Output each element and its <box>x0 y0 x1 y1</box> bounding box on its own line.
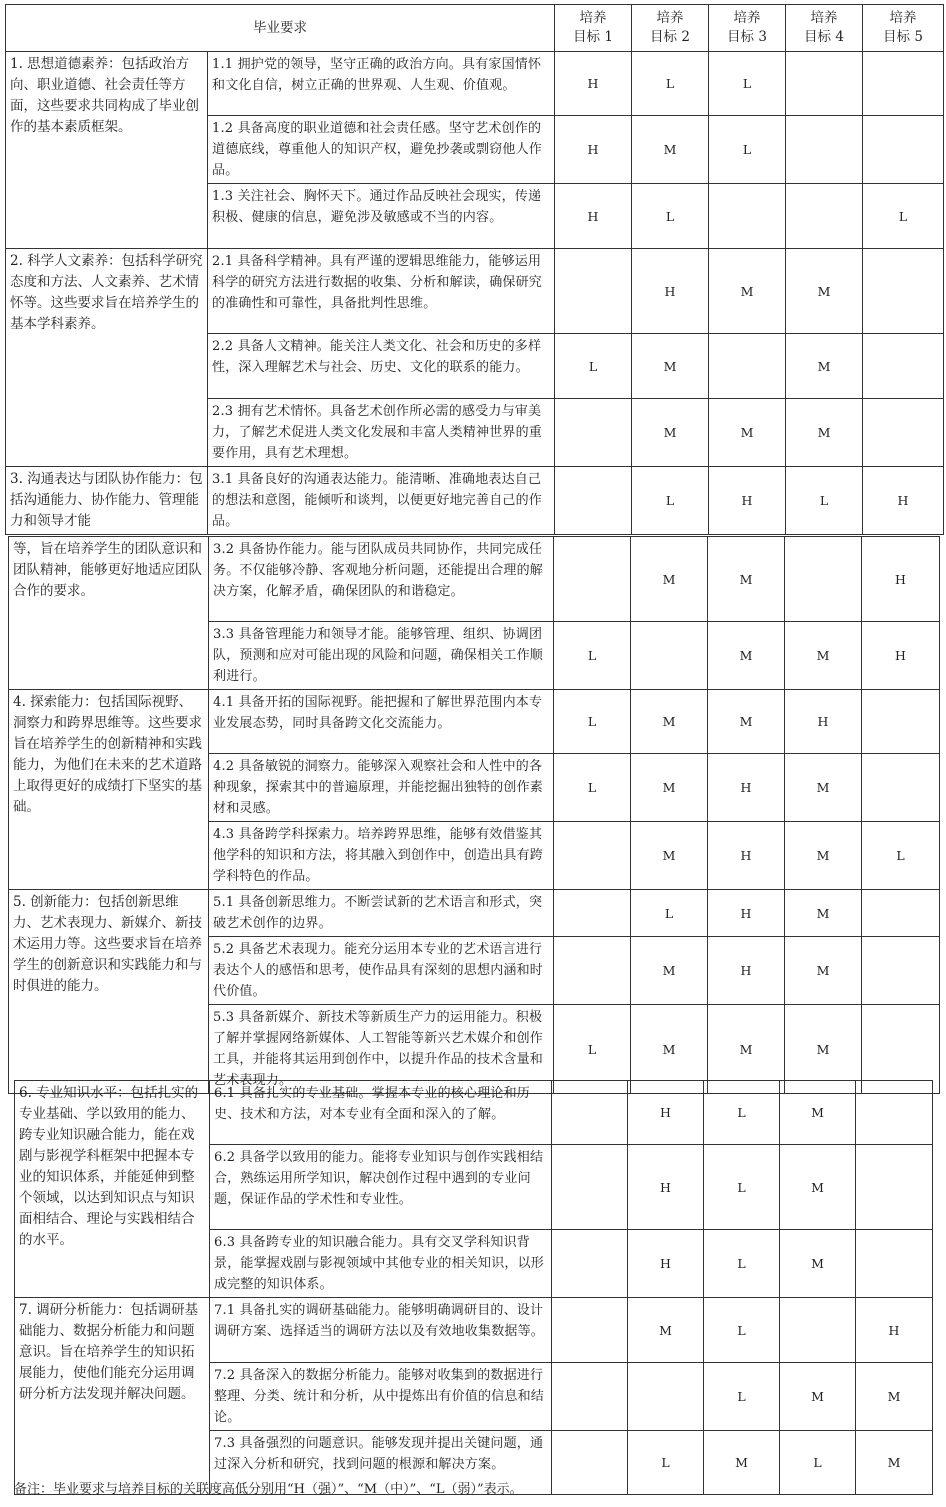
matrix-cell: L <box>704 1298 780 1363</box>
matrix-cell <box>786 116 863 184</box>
matrix-cell <box>863 249 944 334</box>
matrix-cell: H <box>856 1298 933 1363</box>
requirement-cell: 7.2 具备深入的数据分析能力。能够对收集到的数据进行整理、分类、统计和分析，从中提炼出有价值的信息和结论。 <box>210 1363 552 1431</box>
matrix-cell: M <box>785 822 862 890</box>
requirement-cell: 1.1 拥护党的领导，坚守正确的政治方向。具有家国情怀和文化自信，树立正确的世界观、人生观、价值观。 <box>208 52 555 116</box>
requirement-cell: 3.1 具备良好的沟通表达能力。能清晰、准确地表达自己的想法和意图，能倾听和谈判，以便更好地完善自己的作品。 <box>208 467 555 535</box>
matrix-cell <box>552 1363 628 1431</box>
matrix-cell: H <box>555 116 632 184</box>
matrix-cell: M <box>631 537 708 622</box>
matrix-cell: M <box>632 399 709 467</box>
matrix-cell: L <box>786 467 863 535</box>
matrix-cell <box>552 1431 628 1495</box>
matrix-cell <box>552 1081 628 1145</box>
matrix-cell <box>862 890 940 937</box>
header-target-4: 培养 目标 4 <box>786 5 863 52</box>
table-row <box>15 1081 933 1145</box>
matrix-cell: H <box>628 1230 704 1298</box>
requirement-cell: 2.3 拥有艺术情怀。具备艺术创作所必需的感受力与审美力，了解艺术促进人类文化发展和丰富人类精神世界的重要作用，具有艺术理想。 <box>208 399 555 467</box>
matrix-cell: H <box>863 467 944 535</box>
matrix-cell <box>862 690 940 754</box>
matrix-cell: L <box>780 1431 856 1495</box>
matrix-cell: M <box>628 1298 704 1363</box>
header-target-3: 培养 目标 3 <box>709 5 786 52</box>
requirement-cell: 6.2 具备学以致用的能力。能将专业知识与创作实践相结合，熟练运用所学知识，解决创作过程中遇到的专业问题，保证作品的学术性和专业性。 <box>210 1145 552 1230</box>
matrix-cell: M <box>709 249 786 334</box>
matrix-cell: H <box>708 937 785 1005</box>
table-row <box>15 1298 933 1363</box>
matrix-cell: L <box>632 467 709 535</box>
matrix-cell: M <box>785 622 862 690</box>
matrix-cell: M <box>708 622 785 690</box>
matrix-cell: L <box>554 622 631 690</box>
matrix-cell <box>554 937 631 1005</box>
requirement-cell: 5.3 具备新媒介、新技术等新质生产力的运用能力。积极了解并掌握网络新媒体、人工智能等新兴艺术媒介和创作工具，并能将其运用到创作中，以提升作品的技术含量和艺术表现力。 <box>209 1005 554 1094</box>
matrix-cell <box>786 52 863 116</box>
category-cell: 6. 专业知识水平：包括扎实的专业基础、学以致用的能力、跨专业知识融合能力，能在戏剧与影视学科框架中把握本专业的知识体系，并能延伸到整个领域，以达到知识点与知识面相结合、理论与实践相结合的水平。 <box>15 1081 210 1298</box>
header-target-5: 培养 目标 5 <box>863 5 944 52</box>
requirement-cell: 7.1 具备扎实的调研基础能力。能够明确调研目的、设计调研方案、选择适当的调研方法以及有效地收集数据等。 <box>210 1298 552 1363</box>
matrix-cell: L <box>632 184 709 249</box>
table-row <box>6 467 944 535</box>
matrix-cell: M <box>780 1145 856 1230</box>
matrix-cell: M <box>708 537 785 622</box>
requirement-cell: 5.1 具备创新思维力。不断尝试新的艺术语言和形式，突破艺术创作的边界。 <box>209 890 554 937</box>
header-requirement: 毕业要求 <box>6 5 555 52</box>
matrix-cell <box>863 334 944 399</box>
matrix-cell: M <box>631 690 708 754</box>
table-part-1 <box>5 4 944 535</box>
matrix-cell: M <box>786 334 863 399</box>
matrix-cell <box>856 1230 933 1298</box>
matrix-cell: H <box>862 622 940 690</box>
matrix-cell <box>552 1145 628 1230</box>
matrix-cell: L <box>862 822 940 890</box>
matrix-cell: M <box>780 1230 856 1298</box>
matrix-cell <box>863 52 944 116</box>
matrix-cell: M <box>631 822 708 890</box>
matrix-cell <box>862 937 940 1005</box>
matrix-cell <box>631 622 708 690</box>
matrix-cell: L <box>704 1145 780 1230</box>
matrix-cell: M <box>786 399 863 467</box>
matrix-cell: L <box>554 1005 631 1094</box>
matrix-cell: H <box>709 467 786 535</box>
matrix-cell <box>863 116 944 184</box>
matrix-cell: M <box>632 116 709 184</box>
table-part-3 <box>14 1080 933 1495</box>
matrix-cell <box>780 1298 856 1363</box>
matrix-cell: L <box>631 890 708 937</box>
footnote: 备注：毕业要求与培养目标的关联度高低分别用“H（强）”、“M（中）”、“L（弱）”表示。 <box>14 1482 523 1497</box>
matrix-cell <box>555 249 632 334</box>
category-cell: 3. 沟通表达与团队协作能力：包括沟通能力、协作能力、管理能力和领导才能 <box>6 467 208 535</box>
matrix-cell: M <box>780 1081 856 1145</box>
header-target-1: 培养 目标 1 <box>555 5 632 52</box>
matrix-cell <box>628 1363 704 1431</box>
matrix-cell: L <box>704 1230 780 1298</box>
matrix-cell: M <box>631 1005 708 1094</box>
matrix-cell: M <box>856 1363 933 1431</box>
matrix-cell: H <box>555 184 632 249</box>
matrix-cell: L <box>709 116 786 184</box>
matrix-cell: H <box>555 52 632 116</box>
requirement-cell: 3.2 具备协作能力。能与团队成员共同协作，共同完成任务。不仅能够冷静、客观地分析问题，还能提出合理的解决方案，化解矛盾，确保团队的和谐稳定。 <box>209 537 554 622</box>
requirement-cell: 4.3 具备跨学科探索力。培养跨界思维，能够有效借鉴其他学科的知识和方法，将其融入到创作中，创造出具有跨学科特色的作品。 <box>209 822 554 890</box>
matrix-cell: M <box>708 1005 785 1094</box>
table-part-2 <box>8 536 940 1094</box>
matrix-cell: M <box>709 399 786 467</box>
matrix-cell <box>554 890 631 937</box>
matrix-cell: M <box>708 690 785 754</box>
matrix-cell: M <box>632 334 709 399</box>
table-row <box>6 249 944 334</box>
table-row <box>9 690 940 754</box>
matrix-cell <box>554 537 631 622</box>
matrix-cell: H <box>785 690 862 754</box>
matrix-cell <box>709 184 786 249</box>
matrix-cell: L <box>555 334 632 399</box>
matrix-cell: M <box>704 1431 780 1495</box>
matrix-cell <box>709 334 786 399</box>
matrix-cell: L <box>704 1363 780 1431</box>
matrix-cell: M <box>631 754 708 822</box>
matrix-cell: H <box>708 822 785 890</box>
table-row <box>9 537 940 622</box>
matrix-cell: L <box>554 754 631 822</box>
matrix-cell: L <box>709 52 786 116</box>
matrix-cell: M <box>785 1005 862 1094</box>
category-cell: 2. 科学人文素养：包括科学研究态度和方法、人文素养、艺术情怀等。这些要求旨在培养学生的基本学科素养。 <box>6 249 208 467</box>
matrix-cell: H <box>708 890 785 937</box>
requirement-cell: 6.1 具备扎实的专业基础。掌握本专业的核心理论和历史、技术和方法，对本专业有全面和深入的了解。 <box>210 1081 552 1145</box>
matrix-cell <box>863 399 944 467</box>
matrix-cell <box>554 822 631 890</box>
requirement-cell: 5.2 具备艺术表现力。能充分运用本专业的艺术语言进行表达个人的感悟和思考，使作品具有深刻的思想内涵和时代价值。 <box>209 937 554 1005</box>
matrix-cell: M <box>856 1431 933 1495</box>
matrix-cell <box>856 1145 933 1230</box>
matrix-cell: H <box>632 249 709 334</box>
matrix-cell: L <box>554 690 631 754</box>
category-cell: 5. 创新能力：包括创新思维力、艺术表现力、新媒介、新技术运用力等。这些要求旨在培养学生的创新意识和实践能力和与时俱进的能力。 <box>9 890 209 1094</box>
category-cell: 4. 探索能力：包括国际视野、洞察力和跨界思维等。这些要求旨在培养学生的创新精神和实践能力，为他们在未来的艺术道路上取得更好的成绩打下坚实的基础。 <box>9 690 209 890</box>
matrix-cell: M <box>786 249 863 334</box>
matrix-cell: H <box>862 537 940 622</box>
matrix-cell <box>552 1230 628 1298</box>
matrix-cell: M <box>785 754 862 822</box>
matrix-cell <box>862 754 940 822</box>
header-target-2: 培养 目标 2 <box>632 5 709 52</box>
category-cell: 1. 思想道德素养：包括政治方向、职业道德、社会责任等方面，这些要求共同构成了毕业创作的基本素质框架。 <box>6 52 208 249</box>
matrix-cell: M <box>785 937 862 1005</box>
matrix-cell <box>555 467 632 535</box>
matrix-cell: H <box>628 1081 704 1145</box>
requirement-cell: 7.3 具备强烈的问题意识。能够发现并提出关键问题，通过深入分析和研究，找到问题的根源和解决方案。 <box>210 1431 552 1495</box>
matrix-cell <box>785 537 862 622</box>
matrix-cell: M <box>785 890 862 937</box>
category-cell: 7. 调研分析能力：包括调研基础能力、数据分析能力和问题意识。旨在培养学生的知识拓展能力，使他们能充分运用调研分析方法发现并解决问题。 <box>15 1298 210 1495</box>
requirement-cell: 4.1 具备开拓的国际视野。能把握和了解世界范围内本专业发展态势，同时具备跨文化交流能力。 <box>209 690 554 754</box>
requirement-cell: 6.3 具备跨专业的知识融合能力。具有交叉学科知识背景，能掌握戏剧与影视领域中其他专业的相关知识，以形成完整的知识体系。 <box>210 1230 552 1298</box>
category-cell: 等，旨在培养学生的团队意识和团队精神，能够更好地适应团队合作的要求。 <box>9 537 209 690</box>
matrix-cell: H <box>708 754 785 822</box>
matrix-cell <box>856 1081 933 1145</box>
requirement-cell: 1.2 具备高度的职业道德和社会责任感。坚守艺术创作的道德底线，尊重他人的知识产权，避免抄袭或剽窃他人作品。 <box>208 116 555 184</box>
matrix-cell: M <box>631 937 708 1005</box>
table-row <box>6 52 944 116</box>
matrix-cell: L <box>628 1431 704 1495</box>
requirement-cell: 3.3 具备管理能力和领导才能。能够管理、组织、协调团队，预测和应对可能出现的风险和问题，确保相关工作顺利进行。 <box>209 622 554 690</box>
requirement-cell: 2.2 具备人文精神。能关注人类文化、社会和历史的多样性，深入理解艺术与社会、历史、文化的联系的能力。 <box>208 334 555 399</box>
matrix-cell <box>555 399 632 467</box>
requirement-cell: 4.2 具备敏锐的洞察力。能够深入观察社会和人性中的各种现象，探索其中的普遍原理，并能挖掘出独特的创作素材和灵感。 <box>209 754 554 822</box>
matrix-cell <box>552 1298 628 1363</box>
matrix-cell: L <box>632 52 709 116</box>
matrix-cell: H <box>628 1145 704 1230</box>
table-row <box>9 890 940 937</box>
matrix-cell: M <box>780 1363 856 1431</box>
matrix-cell <box>786 184 863 249</box>
matrix-cell: L <box>863 184 944 249</box>
requirement-cell: 1.3 关注社会、胸怀天下。通过作品反映社会现实，传递积极、健康的信息，避免涉及敏感或不当的内容。 <box>208 184 555 249</box>
requirement-cell: 2.1 具备科学精神。具有严谨的逻辑思维能力，能够运用科学的研究方法进行数据的收集、分析和解读，确保研究的准确性和可靠性，具备批判性思维。 <box>208 249 555 334</box>
matrix-cell: L <box>704 1081 780 1145</box>
